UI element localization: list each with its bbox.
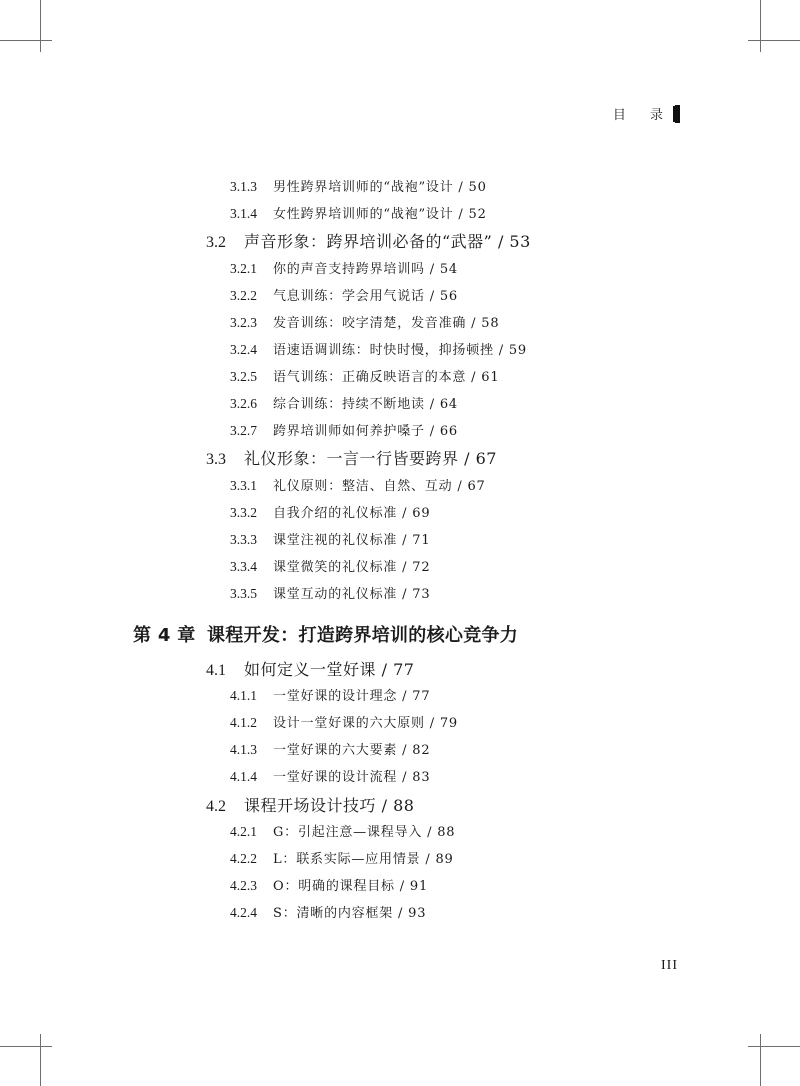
toc-section[interactable] xyxy=(206,793,414,816)
entry-number: 3.1.4 xyxy=(230,206,257,221)
chapter-number: 第 4 章 xyxy=(133,625,196,646)
entry-number: 4.1.4 xyxy=(230,769,257,784)
entry-title: 一堂好课的设计流程 / 83 xyxy=(273,770,431,785)
entry-title: 自我介绍的礼仪标准 / 69 xyxy=(273,506,431,521)
header-rule-mark xyxy=(675,105,680,123)
entry-title: 语速语调训练：时快时慢，抑扬顿挫 / 59 xyxy=(273,343,527,358)
entry-title: 你的声音支持跨界培训吗 / 54 xyxy=(273,262,458,277)
entry-number: 4.2.4 xyxy=(230,905,257,920)
section-number: 3.2 xyxy=(206,234,226,251)
entry-number: 3.1.3 xyxy=(230,179,257,194)
toc-entry[interactable] xyxy=(230,502,430,521)
entry-title: 男性跨界培训师的“战袍”设计 / 50 xyxy=(273,180,487,195)
toc-entry[interactable] xyxy=(230,285,458,304)
section-title: 声音形象：跨界培训必备的“武器” / 53 xyxy=(244,232,531,251)
crop-mark xyxy=(40,0,41,52)
entry-title: 设计一堂好课的六大原则 / 79 xyxy=(273,716,458,731)
crop-mark xyxy=(40,1034,41,1086)
entry-number: 4.1.3 xyxy=(230,742,257,757)
toc-entry[interactable] xyxy=(230,475,486,494)
entry-title: 发音训练：咬字清楚，发音准确 / 58 xyxy=(273,316,500,331)
entry-number: 4.2.1 xyxy=(230,824,257,839)
entry-number: 3.2.2 xyxy=(230,288,257,303)
toc-entry[interactable] xyxy=(230,685,430,704)
entry-title: O：明确的课程目标 / 91 xyxy=(273,879,429,894)
toc-entry[interactable] xyxy=(230,821,455,840)
page-number: III xyxy=(661,958,678,973)
toc-entry[interactable] xyxy=(230,529,430,548)
entry-title: 女性跨界培训师的“战袍”设计 / 52 xyxy=(273,207,487,222)
entry-number: 3.2.4 xyxy=(230,342,257,357)
toc-entry[interactable] xyxy=(230,766,430,785)
entry-number: 4.1.1 xyxy=(230,688,257,703)
toc-entry[interactable] xyxy=(230,902,426,921)
entry-title: 一堂好课的六大要素 / 82 xyxy=(273,743,431,758)
section-number: 3.3 xyxy=(206,451,226,468)
toc-entry[interactable] xyxy=(230,848,454,867)
entry-number: 3.2.1 xyxy=(230,261,257,276)
entry-number: 3.3.3 xyxy=(230,532,257,547)
section-title: 如何定义一堂好课 / 77 xyxy=(244,660,415,679)
chapter-title: 课程开发：打造跨界培训的核心竞争力 xyxy=(207,625,519,646)
entry-title: 礼仪原则：整洁、自然、互动 / 67 xyxy=(273,479,486,494)
crop-mark xyxy=(0,1046,52,1047)
crop-mark xyxy=(760,0,761,52)
toc-entry[interactable] xyxy=(230,420,458,439)
toc-entry[interactable] xyxy=(230,176,487,195)
entry-title: 语气训练：正确反映语言的本意 / 61 xyxy=(273,370,500,385)
entry-title: 课堂注视的礼仪标准 / 71 xyxy=(273,533,431,548)
section-number: 4.1 xyxy=(206,662,226,679)
toc-entry[interactable] xyxy=(230,203,487,222)
entry-title: 跨界培训师如何养护嗓子 / 66 xyxy=(273,424,458,439)
running-header xyxy=(613,104,680,123)
entry-number: 3.2.6 xyxy=(230,396,257,411)
entry-number: 4.2.2 xyxy=(230,851,257,866)
toc-chapter-heading[interactable] xyxy=(133,621,518,647)
section-number: 4.2 xyxy=(206,798,226,815)
toc-entry[interactable] xyxy=(230,712,458,731)
entry-title: L：联系实际—应用情景 / 89 xyxy=(273,852,454,867)
toc-entry[interactable] xyxy=(230,366,499,385)
crop-mark xyxy=(748,1046,800,1047)
crop-mark xyxy=(748,40,800,41)
toc-section[interactable] xyxy=(206,446,497,469)
entry-number: 3.3.4 xyxy=(230,559,257,574)
entry-number: 3.2.7 xyxy=(230,423,257,438)
toc-entry[interactable] xyxy=(230,258,458,277)
toc-entry[interactable] xyxy=(230,312,499,331)
entry-number: 3.3.1 xyxy=(230,478,257,493)
entry-number: 3.3.2 xyxy=(230,505,257,520)
toc-entry[interactable] xyxy=(230,739,430,758)
entry-title: 课堂互动的礼仪标准 / 73 xyxy=(273,587,431,602)
crop-mark xyxy=(0,40,52,41)
toc-entry[interactable] xyxy=(230,339,527,358)
running-header-label: 目 录 xyxy=(612,108,673,123)
entry-number: 3.2.5 xyxy=(230,369,257,384)
entry-title: G：引起注意—课程导入 / 88 xyxy=(273,825,456,840)
entry-title: 综合训练：持续不断地读 / 64 xyxy=(273,397,458,412)
toc-entry[interactable] xyxy=(230,393,458,412)
entry-title: S：清晰的内容框架 / 93 xyxy=(273,906,427,921)
section-title: 课程开场设计技巧 / 88 xyxy=(244,796,415,815)
toc-section[interactable] xyxy=(206,657,414,680)
entry-number: 3.2.3 xyxy=(230,315,257,330)
crop-mark xyxy=(760,1034,761,1086)
entry-number: 4.2.3 xyxy=(230,878,257,893)
entry-title: 课堂微笑的礼仪标准 / 72 xyxy=(273,560,431,575)
toc-entry[interactable] xyxy=(230,556,430,575)
toc-entry[interactable] xyxy=(230,875,428,894)
section-title: 礼仪形象：一言一行皆要跨界 / 67 xyxy=(244,449,497,468)
entry-title: 气息训练：学会用气说话 / 56 xyxy=(273,289,458,304)
entry-number: 4.1.2 xyxy=(230,715,257,730)
entry-number: 3.3.5 xyxy=(230,586,257,601)
entry-title: 一堂好课的设计理念 / 77 xyxy=(273,689,431,704)
toc-entry[interactable] xyxy=(230,583,430,602)
toc-section[interactable] xyxy=(206,229,531,252)
